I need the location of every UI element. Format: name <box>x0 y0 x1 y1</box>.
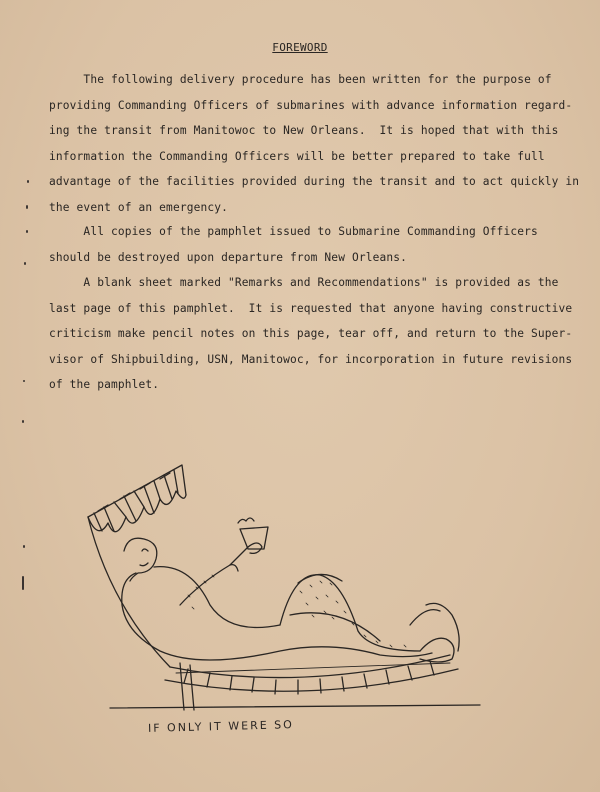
text-line: the event of an emergency. <box>49 200 229 214</box>
text-line: last page of this pamphlet. It is requested that anyone having constructive <box>49 301 573 315</box>
margin-speck <box>23 380 25 382</box>
margin-speck <box>24 262 26 265</box>
margin-speck <box>26 205 28 209</box>
text-line: of the pamphlet. <box>49 378 160 392</box>
text-line: providing Commanding Officers of submarines with advance information regard- <box>49 98 573 112</box>
text-line: All copies of the pamphlet issued to Submarine Commanding Officers <box>49 225 538 238</box>
hammock-cartoon <box>80 455 500 725</box>
margin-speck <box>26 230 28 233</box>
text-line: should be destroyed upon departure from New Orleans. <box>49 250 408 264</box>
margin-speck <box>27 180 29 183</box>
cartoon-caption: IF ONLY IT WERE SO <box>147 718 295 735</box>
page-title: FOREWORD <box>272 41 328 54</box>
awning-drawing <box>88 465 186 532</box>
paragraph-remarks <box>49 270 573 398</box>
text-line: information the Commanding Officers will be better prepared to take full <box>49 149 545 163</box>
paragraph-destroy-copies <box>49 219 549 270</box>
text-line: criticism make pencil notes on this page, tear off, and return to the Super- <box>49 327 573 341</box>
reclining-man-drawing <box>122 518 459 662</box>
margin-speck <box>22 576 24 590</box>
text-line: visor of Shipbuilding, USN, Manitowoc, for incorporation in future revisions <box>49 352 573 366</box>
margin-speck <box>22 420 24 423</box>
text-line: advantage of the facilities provided during the transit and to act quickly in <box>49 175 580 189</box>
margin-speck <box>23 545 25 548</box>
text-line: ing the transit from Manitowoc to New Orleans. It is hoped that with this <box>49 124 559 138</box>
text-line: A blank sheet marked "Remarks and Recommendations" is provided as the <box>49 276 559 289</box>
paragraph-delivery-procedure <box>49 67 580 221</box>
text-line: The following delivery procedure has been written for the purpose of <box>49 73 552 86</box>
